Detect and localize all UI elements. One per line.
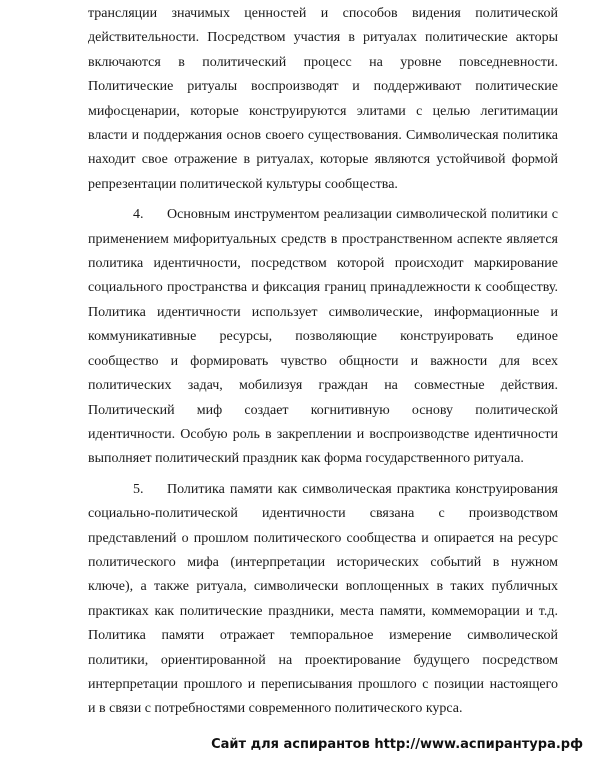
text-line: социального пространства и фиксация границ принадлежности к сообществу. <box>88 280 558 296</box>
text-line: трансляции значимых ценностей и способов видения политической <box>88 6 558 21</box>
text-line: выполняет политический праздник как форма государственного ритуала. <box>88 451 524 467</box>
text-line: находит свое отражение в ритуалах, которые являются устойчивой формой <box>88 152 558 168</box>
text-line: практиках как политические праздники, места памяти, коммеморации и т.д. <box>88 603 558 619</box>
text-line: Политика идентичности использует символические, информационные и <box>88 304 558 320</box>
text-line: политики, ориентированной на проектирование будущего посредством <box>88 652 558 668</box>
text-line: сообщество и формировать чувство общности и важности для всех <box>88 353 558 369</box>
text-line: включаются в политический процесс на уровне повседневности. <box>88 54 558 70</box>
paragraph-1 <box>88 2 558 197</box>
text-line: политических задач, мобилизуя граждан на совместные действия. <box>88 378 558 394</box>
text-line: Политика памяти как символическая практика конструирования <box>167 481 558 497</box>
text-line: Политический миф создает когнитивную основу политической <box>88 402 558 418</box>
text-line: Политические ритуалы воспроизводят и поддерживают политические <box>88 79 558 95</box>
paragraph-3 <box>88 478 558 722</box>
text-line: коммуникативные ресурсы, позволяющие конструировать единое <box>88 329 558 345</box>
site-footer-watermark: Сайт для аспирантов http://www.аспирантура.рф <box>211 737 583 752</box>
text-line: социально-политической идентичности связана с производством <box>88 506 558 522</box>
text-line: политического мифа (интерпретации исторических событий в нужном <box>88 554 558 570</box>
text-line: власти и поддержания основ своего существования. Символическая политика <box>88 128 558 144</box>
text-line: мифосценарии, которые конструируются элитами с целью легитимации <box>88 103 558 119</box>
text-line: действительности. Посредством участия в ритуалах политические акторы <box>88 30 558 46</box>
text-line: идентичности. Особую роль в закреплении и воспроизводстве идентичности <box>88 426 558 442</box>
text-line: интерпретации прошлого и переписывания прошлого с позиции настоящего <box>88 676 558 692</box>
item-number: 4. <box>133 207 144 223</box>
text-line: Политика памяти отражает темпоральное измерение символической <box>88 628 558 644</box>
paragraph-2 <box>88 203 558 471</box>
text-line: представлений о прошлом политического сообщества и опирается на ресурс <box>88 530 558 546</box>
text-line: Основным инструментом реализации символической политики с <box>167 207 558 223</box>
text-line: применением мифоритуальных средств в пространственном аспекте является <box>88 231 558 247</box>
text-line: политика идентичности, посредством которой происходит маркирование <box>88 256 558 272</box>
text-line: репрезентации политической культуры сообщества. <box>88 176 398 192</box>
item-number: 5. <box>133 481 144 497</box>
text-line: и в связи с потребностями современного политического курса. <box>88 701 463 717</box>
numbered-first-line <box>88 203 558 227</box>
numbered-first-line <box>88 478 558 502</box>
text-line: ключе), а также ритуала, символически воплощенных в таких публичных <box>88 579 558 595</box>
document-body <box>88 2 558 722</box>
